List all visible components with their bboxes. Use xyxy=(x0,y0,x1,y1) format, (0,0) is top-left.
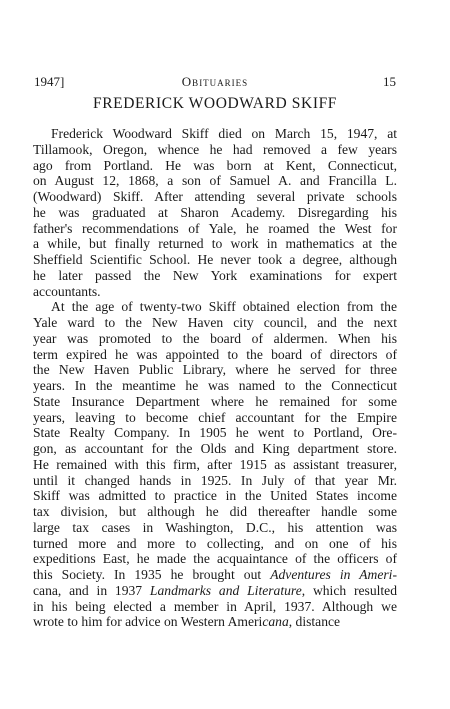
text-line: State Insurance Department where he remained for some xyxy=(33,393,397,409)
text-line: years, leaving to become chief accountant for the Empire xyxy=(33,409,397,425)
text-line: Tillamook, Oregon, whence he had removed a few years xyxy=(33,141,397,157)
text-line: Skiff was admitted to practice in the United States income xyxy=(33,488,397,504)
text-line: on August 12, 1868, a son of Samuel A. and Francilla L. xyxy=(33,173,397,189)
text-line: this Society. In 1935 he brought out Adventures in Ameri- xyxy=(33,567,397,582)
text-line: the New Haven Public Library, where he served for three xyxy=(33,362,397,378)
book-title: Landmarks and Literature xyxy=(149,582,302,598)
text-line: He remained with this firm, after 1915 as assistant treasurer, xyxy=(33,456,397,472)
text-line: years. In the meantime he was named to the Connecticut xyxy=(33,378,397,393)
text-line: expeditions East, he made the acquaintance of the officers of xyxy=(33,551,397,567)
text-line: wrote to him for advice on Western Americana, distance xyxy=(33,614,341,630)
book-title: Adventures in Ameri- xyxy=(270,567,397,582)
book-title: cana xyxy=(262,614,289,630)
text-line: Sheffield Scientific School. He never took a degree, although xyxy=(33,252,397,267)
text-line: he was graduated at Sharon Academy. Disregarding his xyxy=(33,204,397,220)
text-line: he later passed the New York examinations for expert xyxy=(33,267,397,283)
text-line: in his being elected a member in April, 1937. Although we xyxy=(33,598,397,614)
text-line: term expired he was appointed to the board of directors of xyxy=(33,346,397,362)
text-line: a while, but finally returned to work in mathematics at the xyxy=(33,236,397,252)
text-line: ago from Portland. He was born at Kent, Connecticut, xyxy=(33,157,397,173)
paragraph xyxy=(33,126,397,299)
running-head-year: 1947] xyxy=(34,74,65,89)
running-head-section: Obituaries xyxy=(181,74,249,89)
text-line: gon, as accountant for the Olds and King department store. xyxy=(33,441,397,456)
text-line: tax division, but although he did thereafter handle some xyxy=(33,504,397,519)
text-line: turned more and more to collecting, and on one of his xyxy=(33,535,397,551)
article-title: FREDERICK WOODWARD SKIFF xyxy=(92,95,338,112)
page-number: 15 xyxy=(383,74,396,89)
paragraph xyxy=(33,299,397,630)
article-body xyxy=(33,126,397,630)
text-line: cana, and in 1937 Landmarks and Literature, which resulted xyxy=(33,582,397,598)
text-line: State Realty Company. In 1905 he went to Portland, Ore- xyxy=(33,425,397,441)
text-line: At the age of twenty-two Skiff obtained election from the xyxy=(51,299,397,315)
text-line: large tax cases in Washington, D.C., his attention was xyxy=(33,519,397,535)
text-line: (Woodward) Skiff. After attending several private schools xyxy=(33,189,397,204)
running-head xyxy=(34,74,396,90)
text-line: father's recommendations of Yale, he roamed the West for xyxy=(33,220,397,236)
text-line: Yale ward to the New Haven city council, and the next xyxy=(33,315,397,330)
text-line: until it changed hands in 1925. In July of that year Mr. xyxy=(33,472,397,488)
text-line: year was promoted to the board of aldermen. When his xyxy=(33,330,397,346)
text-line: Frederick Woodward Skiff died on March 15, 1947, at xyxy=(51,126,397,141)
text-line: accountants. xyxy=(33,283,101,299)
